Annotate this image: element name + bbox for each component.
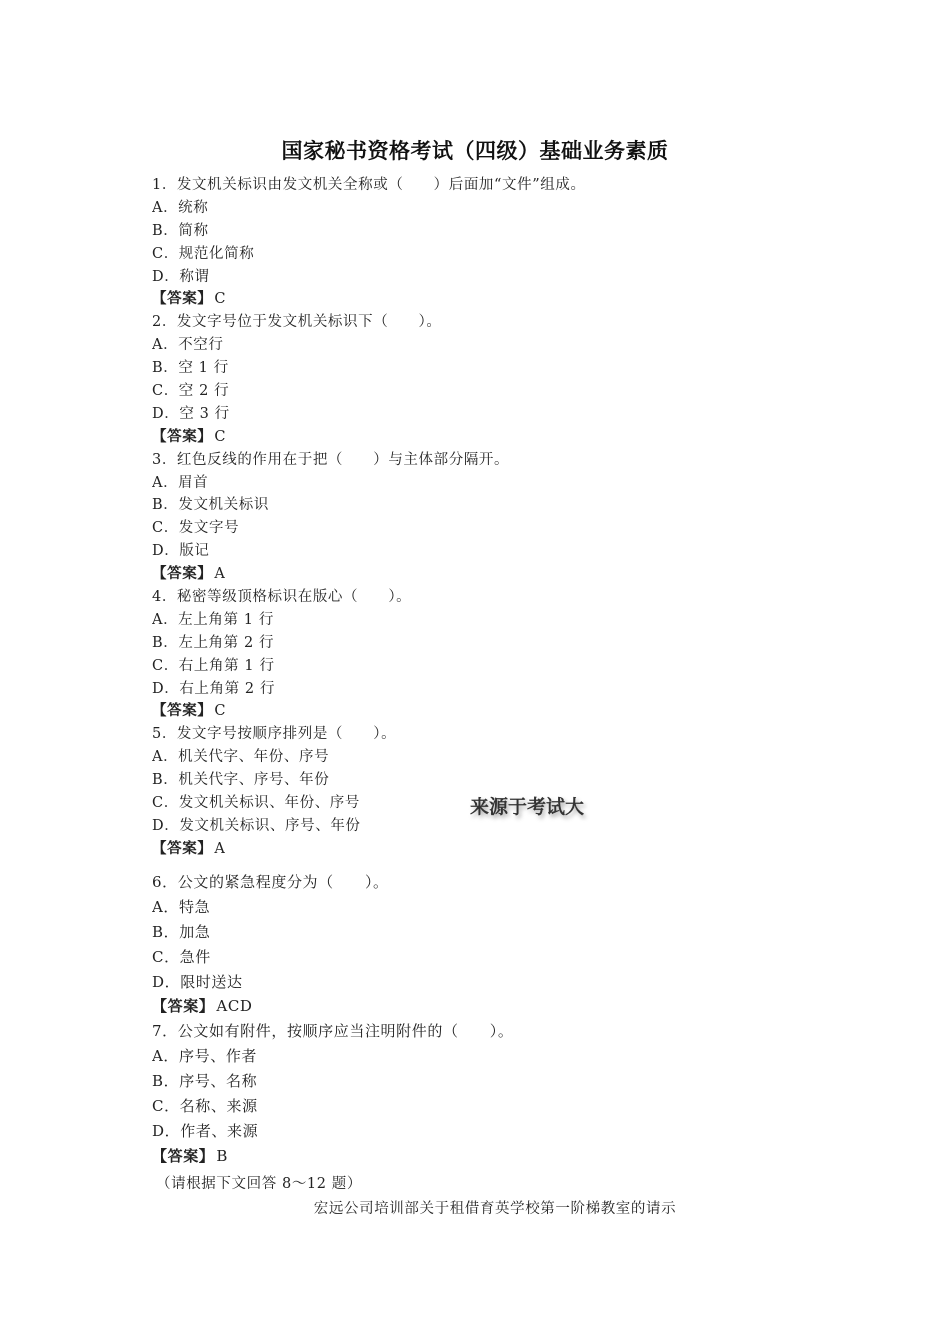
answer-label: 【答案】: [152, 290, 213, 308]
question-text: 7．公文如有附件，按顺序应当注明附件的（ ）。: [152, 1022, 514, 1041]
question-text: 4．秘密等级顶格标识在版心（ ）。: [152, 589, 412, 606]
option-item: D．空 3 行: [152, 405, 230, 422]
answer-line: [152, 288, 792, 311]
answer-line: [152, 426, 792, 449]
section-subtitle: 宏远公司培训部关于租借育英学校第一阶梯教室的请示: [313, 1201, 677, 1217]
option-item: B．发文机关标识: [152, 497, 269, 514]
answer-line: [152, 994, 792, 1019]
option-item: C．规范化简称: [152, 245, 255, 262]
answer-value: C: [214, 291, 227, 308]
question-text: 1．发文机关标识由发文机关全称或（ ）后面加“文件”组成。: [152, 177, 586, 193]
question-block-2: [152, 870, 792, 1169]
reading-note: （请根据下文回答 8～12 题）: [156, 1176, 362, 1192]
answer-label: 【答案】: [152, 702, 213, 720]
answer-value: C: [214, 703, 227, 720]
answer-value: C: [214, 428, 227, 445]
option-item: B．序号、名称: [152, 1072, 258, 1091]
answer-line: [152, 700, 792, 723]
question-block-1: [152, 174, 792, 861]
answer-value: A: [214, 840, 226, 857]
answer-label: 【答案】: [152, 1146, 215, 1165]
watermark: 来源于考试大: [470, 796, 585, 818]
question-text: 3．红色反线的作用在于把（ ）与主体部分隔开。: [152, 451, 510, 468]
option-item: D．右上角第 2 行: [152, 680, 276, 697]
option-item: C．空 2 行: [152, 383, 230, 400]
question-text: 2．发文字号位于发文机关标识下（ ）。: [152, 314, 442, 331]
option-item: C．急件: [152, 947, 211, 966]
option-item: B．空 1 行: [152, 360, 229, 377]
answer-label: 【答案】: [152, 427, 213, 445]
option-item: A．左上角第 1 行: [152, 611, 274, 628]
option-item: C．名称、来源: [152, 1097, 258, 1116]
answer-label: 【答案】: [152, 565, 213, 583]
answer-line: [152, 563, 792, 586]
option-item: B．机关代字、序号、年份: [152, 772, 330, 789]
option-item: C．发文字号: [152, 520, 240, 537]
option-item: A．序号、作者: [152, 1047, 258, 1066]
option-item: C．发文机关标识、年份、序号: [152, 795, 360, 812]
option-item: C．右上角第 1 行: [152, 657, 275, 674]
answer-line: [152, 838, 792, 861]
answer-value: B: [216, 1146, 229, 1165]
option-item: D．称谓: [152, 268, 210, 285]
option-item: B．左上角第 2 行: [152, 634, 275, 651]
question-text: 5．发文字号按顺序排列是（ ）。: [152, 726, 397, 743]
answer-line: [152, 1144, 792, 1169]
option-item: B．加急: [152, 922, 211, 941]
option-item: B．简称: [152, 222, 209, 239]
option-item: D．版记: [152, 543, 210, 560]
question-text: 6．公文的紧急程度分为（ ）。: [152, 873, 389, 891]
answer-label: 【答案】: [152, 997, 215, 1016]
answer-value: A: [214, 566, 226, 583]
document-title: 国家秘书资格考试（四级）基础业务素质: [281, 138, 669, 163]
option-item: D．发文机关标识、序号、年份: [152, 817, 361, 834]
answer-label: 【答案】: [152, 839, 213, 857]
option-item: A．特急: [152, 897, 211, 916]
option-item: A．机关代字、年份、序号: [152, 749, 330, 766]
option-item: A．眉首: [152, 474, 209, 491]
option-item: D．限时送达: [152, 972, 243, 991]
option-item: A．统称: [152, 199, 209, 216]
answer-value: ACD: [216, 997, 253, 1016]
option-item: A．不空行: [152, 337, 224, 354]
option-item: D．作者、来源: [152, 1121, 259, 1140]
